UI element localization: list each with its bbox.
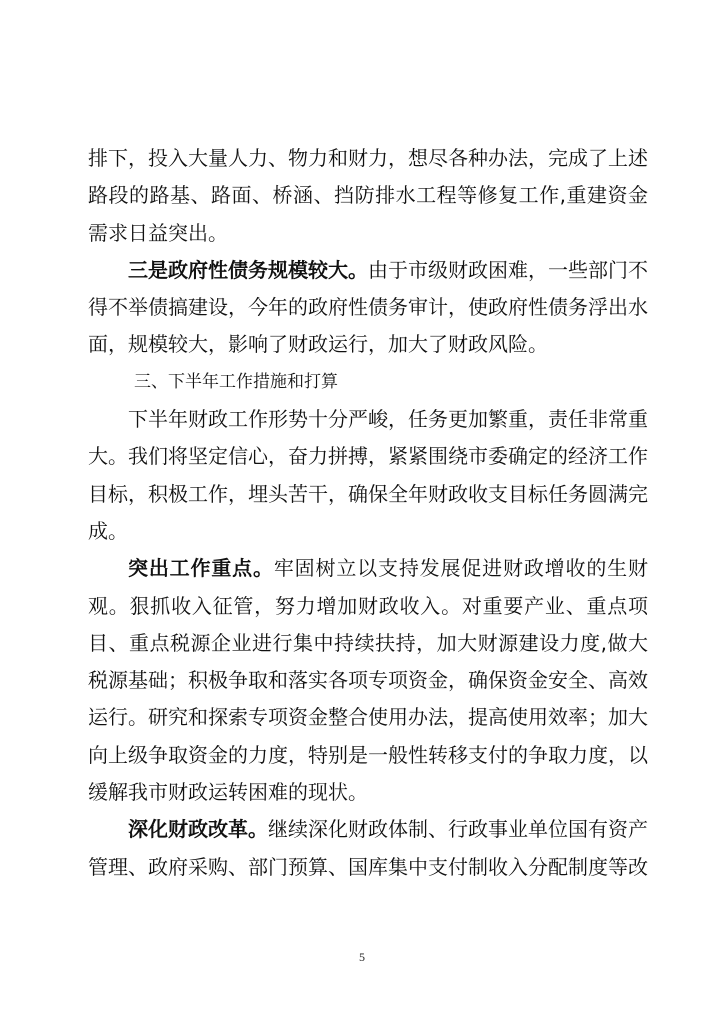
paragraph-text-debt: 由于市级财政困难，一些部门不得不举债搞建设，今年的政府性债务审计，使政府性债务浮出水面，规模较大，影响了财政运行，加大了财政风险。	[88, 257, 648, 357]
paragraph-lead-key-work: 突出工作重点。	[128, 556, 274, 581]
paragraph-text-key-work: 牢固树立以支持发展促进财政增收的生财观。狠抓收入征管，努力增加财政收入。对重要产业、重点项目、重点税源企业进行集中持续扶持，加大财源建设力度,做大税源基础；积极争取和落实各项专项资金，确保资金安全、高效运行。研究和探索专项资金整合使用办法，提高使用效率；加大向上级争取资金的力度，特别是一般性转移支付的争取力度，以缓解我市财政运转困难的现状。	[88, 556, 649, 805]
section-heading: 三、下半年工作措施和打算	[134, 371, 338, 392]
paragraph-lead-debt: 三是政府性债务规模较大。	[128, 257, 368, 282]
paragraph-key-work	[88, 550, 648, 811]
paragraph-lead-reform: 深化财政改革。	[128, 817, 268, 842]
paragraph-continuation: 排下，投入大量人力、物力和财力，想尽各种办法，完成了上述路段的路基、路面、桥涵、挡防排水工程等修复工作,重建资金需求日益突出。	[88, 146, 648, 245]
document-body	[88, 140, 648, 886]
paragraph-government-debt	[88, 252, 648, 364]
paragraph-outlook: 下半年财政工作形势十分严峻，任务更加繁重，责任非常重大。我们将坚定信心，奋力拼搏，紧紧围绕市委确定的经济工作目标，积极工作，埋头苦干，确保全年财政收支目标任务圆满完成。	[88, 407, 648, 543]
page-number: 5	[359, 950, 365, 964]
paragraph-reform	[88, 811, 648, 886]
paragraph-text-reform: 继续深化财政体制、行政事业单位国有资产管理、政府采购、部门预算、国库集中支付制收入分配制度等改	[88, 817, 648, 879]
